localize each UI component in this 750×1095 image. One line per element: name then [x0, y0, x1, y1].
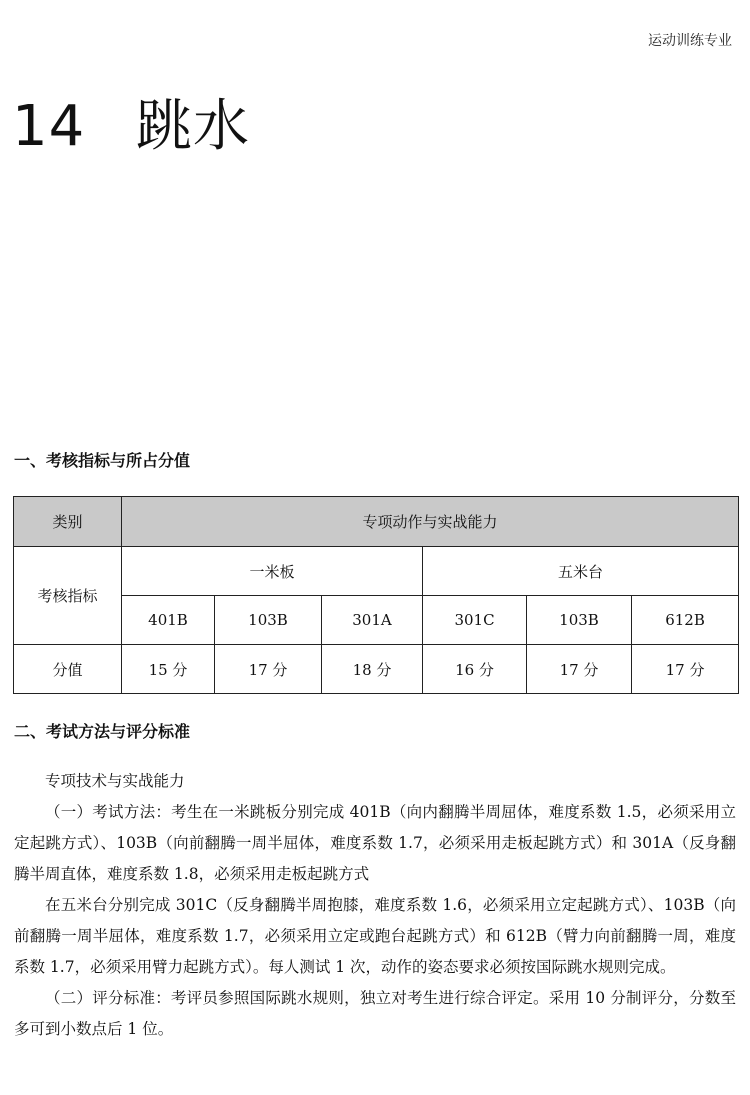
- group-5m-platform: 五米台: [423, 547, 739, 596]
- score-cell: 18 分: [322, 645, 423, 694]
- score-cell: 17 分: [215, 645, 322, 694]
- dive-code-cell: 301C: [423, 596, 527, 645]
- table-row: [14, 596, 739, 645]
- chapter-number: 14: [12, 94, 86, 159]
- score-cell: 16 分: [423, 645, 527, 694]
- dive-code-cell: 301A: [322, 596, 423, 645]
- chapter-name: 跳水: [136, 94, 250, 159]
- category-value-cell: 专项动作与实战能力: [122, 497, 739, 547]
- section-heading-2: 二、考试方法与评分标准: [14, 722, 191, 741]
- group-1m-board: 一米板: [122, 547, 423, 596]
- paragraph-scoring: （二）评分标准：考评员参照国际跳水规则，独立对考生进行综合评定。采用 10 分制评分，分数至多可到小数点后 1 位。: [14, 989, 736, 1038]
- indicator-label-cell: 考核指标: [14, 547, 122, 645]
- dive-code-cell: 103B: [215, 596, 322, 645]
- paragraph-platform: 在五米台分别完成 301C（反身翻腾半周抱膝，难度系数 1.6，必须采用立定起跳方式）、103B（向前翻腾一周半屈体，难度系数 1.7，必须采用立定或跑台起跳方式）和 612B（臂力向前翻腾一周，难度系数 1.7，必须采用臂力起跳方式）。每人测试 1 次，动作的姿态要求必须按国际跳水规则完成。: [14, 896, 736, 976]
- dive-code-cell: 612B: [632, 596, 739, 645]
- score-table: [13, 496, 739, 694]
- body-text: [14, 766, 736, 1045]
- section-heading-1: 一、考核指标与所占分值: [14, 451, 191, 470]
- paragraph-method: （一）考试方法：考生在一米跳板分别完成 401B（向内翻腾半周屈体，难度系数 1.5，必须采用立定起跳方式）、103B（向前翻腾一周半屈体，难度系数 1.7，必须采用走板起跳方式）和 301A（反身翻腾半周直体，难度系数 1.8，必须采用走板起跳方式: [14, 803, 736, 883]
- chapter-title: [12, 82, 250, 162]
- category-label-cell: 类别: [14, 497, 122, 547]
- score-cell: 15 分: [122, 645, 215, 694]
- dive-code-cell: 103B: [527, 596, 632, 645]
- score-cell: 17 分: [527, 645, 632, 694]
- score-label-cell: 分值: [14, 645, 122, 694]
- table-row: [14, 547, 739, 596]
- header-label: 运动训练专业: [648, 33, 732, 49]
- table-row: [14, 497, 739, 547]
- paragraph-subtitle: 专项技术与实战能力: [45, 772, 185, 790]
- score-cell: 17 分: [632, 645, 739, 694]
- table-row: [14, 645, 739, 694]
- dive-code-cell: 401B: [122, 596, 215, 645]
